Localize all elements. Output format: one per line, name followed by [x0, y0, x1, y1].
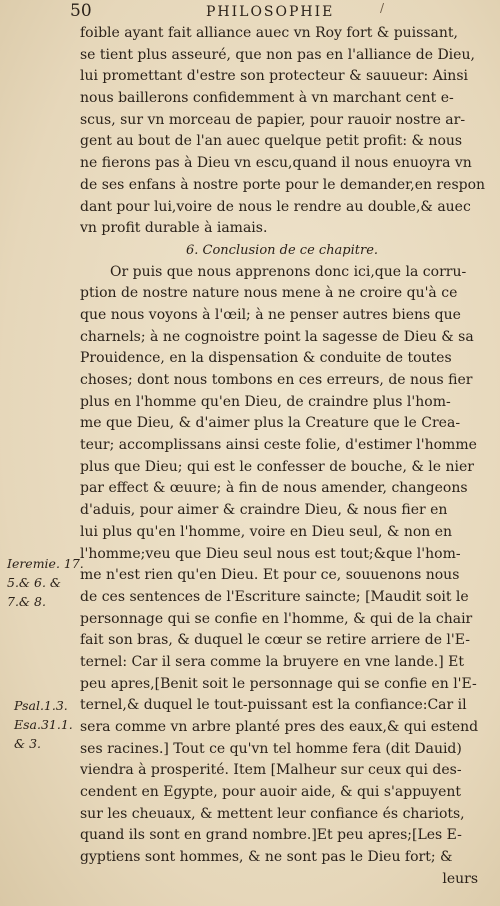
running-title: PHILOSOPHIE [206, 4, 335, 20]
text-line: se tient plus asseuré, que non pas en l'alliance de Dieu, [80, 46, 475, 63]
margin-note-jeremiah: Ieremie. 17. 5.& 6. & 7.& 8. [7, 556, 84, 609]
text-line: dant pour lui,voire de nous le rendre au double,& auec [80, 198, 471, 215]
text-line: sera comme vn arbre planté pres des eaux,& qui estend [80, 719, 479, 735]
text-line: de ces sentences de l'Escriture saincte; [Maudit soit le [80, 588, 469, 605]
text-line: plus que Dieu; qui est le confesser de bouche, & le nier [80, 458, 474, 475]
section-heading: 6. Conclusion de ce chapitre. [186, 242, 379, 258]
text-line: me n'est rien qu'en Dieu. Et pour ce, souuenons nous [80, 567, 460, 584]
text-line: plus en l'homme qu'en Dieu, de craindre plus l'hom- [80, 393, 451, 410]
text-line: personnage qui se confie en l'homme, & qui de la chair [80, 610, 473, 627]
text-line: l'homme;veu que Dieu seul nous est tout;&que l'hom- [80, 545, 461, 562]
text-line-first: Or puis que nous apprenons donc ici,que la corru- [110, 263, 467, 280]
text-line: cendent en Egypte, pour auoir aide, & qui s'appuyent [80, 784, 462, 801]
text-line: vn profit durable à iamais. [80, 220, 268, 237]
text-line: lui plus qu'en l'homme, voire en Dieu seul, & non en [80, 523, 453, 540]
catchword: leurs [442, 870, 478, 887]
text-line: ses racines.] Tout ce qu'vn tel homme fera (dit Dauid) [80, 740, 462, 757]
text-line: gyptiens sont hommes, & ne sont pas le Dieu fort; & [80, 849, 453, 866]
margin-notes [0, 0, 90, 906]
text-line: gent au bout de l'an auec quelque petit profit: & nous [80, 133, 463, 150]
text-line: par effect & œuure; à fin de nous amender, changeons [80, 480, 468, 497]
text-line: que nous voyons à l'œil; à ne penser autres biens que [80, 306, 461, 323]
body-text [80, 23, 488, 891]
text-line: quand ils sont en grand nombre.]Et peu apres;[Les E- [80, 827, 462, 844]
text-line: fait son bras, & duquel le cœur se retire arriere de l'E- [80, 632, 470, 649]
text-line: sur les cheuaux, & mettent leur confiance és chariots, [80, 805, 465, 822]
text-line: ne fierons pas à Dieu vn escu,quand il nous enuoyra vn [80, 155, 472, 172]
fold-mark: / [380, 1, 385, 15]
text-line: Prouidence, en la dispensation & conduite de toutes [80, 350, 452, 367]
text-line: charnels; à ne cognoistre point la sagesse de Dieu & sa [80, 328, 474, 345]
text-line: ternel: Car il sera comme la bruyere en vne lande.] Et [80, 653, 464, 670]
text-line: choses; dont nous tombons en ces erreurs, de nous fier [80, 372, 473, 388]
text-line: d'aduis, pour aimer & craindre Dieu, & nous fier en [80, 502, 448, 519]
text-line: nous baillerons confidemment à vn marchant cent e- [80, 90, 454, 107]
text-line: ternel,& duquel le tout-puissant est la confiance:Car il [80, 697, 467, 714]
margin-note-psalms-isaiah: Psal.1.3. Esa.31.1. & 3. [14, 698, 73, 751]
text-line: peu apres,[Benit soit le personnage qui se confie en l'E- [80, 675, 477, 692]
text-line: de ses enfans à nostre porte pour le demander,en respon [80, 176, 486, 193]
text-line: ption de nostre nature nous mene à ne croire qu'à ce [80, 285, 458, 302]
text-line: foible ayant fait alliance auec vn Roy fort & puissant, [80, 25, 458, 41]
text-line: teur; accomplissans ainsi ceste folie, d'estimer l'homme [80, 437, 477, 454]
text-line: me que Dieu, & d'aimer plus la Creature que le Crea- [80, 415, 461, 432]
page-number: 50 [70, 1, 92, 21]
text-line: scus, sur vn morceau de papier, pour rauoir nostre ar- [80, 111, 466, 128]
text-line: lui promettant d'estre son protecteur & sauueur: Ainsi [80, 68, 468, 85]
text-line: viendra à prosperité. Item [Malheur sur ceux qui des- [80, 762, 462, 779]
